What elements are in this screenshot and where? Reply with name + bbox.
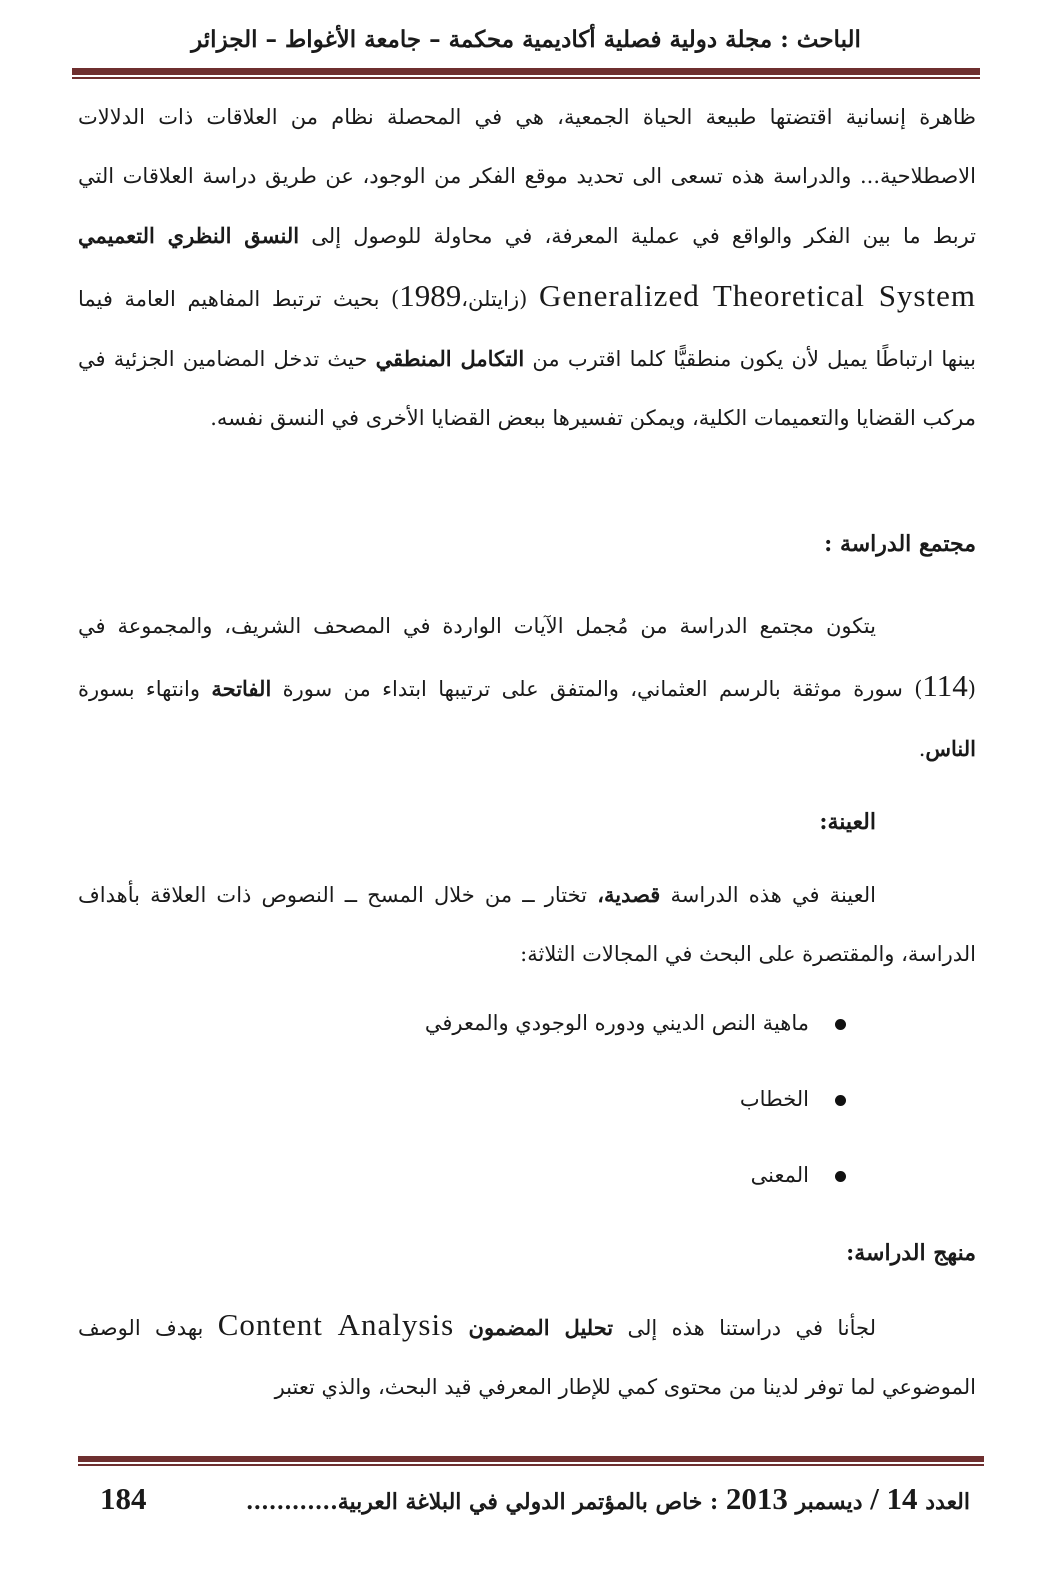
paragraph-1: [78, 88, 976, 501]
footer-issue-label: العدد: [925, 1489, 970, 1515]
p1-text-g: حيث تدخل المضامين الجزئية في مركب القضايا والتعميمات الكلية، ويمكن تفسيرها ببعض القضايا الأخرى في النسق نفسه.: [78, 347, 976, 430]
list-item-label: ماهية النص الديني ودوره الوجودي والمعرفي: [424, 1011, 809, 1035]
heading-method: منهج الدراسة:: [846, 1240, 976, 1266]
list-item-label: المعنى: [750, 1163, 809, 1187]
list-item: [78, 1147, 846, 1223]
p1-bold-term-2: التكامل المنطقي: [375, 346, 525, 371]
bullet-icon: [835, 1095, 846, 1106]
bullet-icon: [835, 1171, 846, 1182]
footer-note: : خاص بالمؤتمر الدولي في البلاغة العربية............: [245, 1489, 719, 1515]
header-rule-thin: [72, 77, 980, 79]
p2-text-b: ) سورة موثقة بالرسم العثماني، والمتفق على ترتيبها ابتداء من سورة: [282, 677, 923, 701]
p1-bold-term: النسق النظري التعميمي: [78, 223, 300, 248]
p3-text-c: تختار ــ من خلال المسح ــ النصوص ذات العلاقة بأهداف الدراسة، والمقتصرة على البحث في المجالات الثلاثة:: [78, 883, 976, 966]
p1-year: 1989: [399, 278, 462, 313]
p4-text-d: بهدف الوصف الموضوعي لما توفر لدينا من محتوى كمي للإطار المعرفي قيد البحث، والذي تعتبر: [78, 1316, 976, 1399]
running-footer: [100, 1474, 970, 1524]
p1-text-d: (زايتلن،: [461, 287, 528, 311]
footer-month: ديسمبر: [795, 1489, 863, 1515]
footer-year: 2013: [725, 1481, 788, 1516]
p4-text-a: لجأنا في دراستنا هذه إلى: [627, 1316, 877, 1340]
p2-text-f: .: [918, 737, 926, 761]
bullet-icon: [835, 1019, 846, 1030]
running-header: الباحث : مجلة دولية فصلية أكاديمية محكمة – جامعة الأغواط – الجزائر: [191, 26, 861, 53]
p3-bold-term: قصدية،: [597, 882, 661, 907]
p2-number: 114: [922, 668, 968, 703]
footer-slash: /: [870, 1481, 879, 1516]
paragraph-4: [78, 1283, 976, 1417]
p2-bold-nas: الناس: [925, 736, 976, 761]
heading-sample: العينة:: [819, 809, 876, 835]
list-item-label: الخطاب: [739, 1087, 809, 1111]
p2-bold-fatiha: الفاتحة: [211, 676, 272, 701]
domain-list: [78, 995, 976, 1223]
list-item: [78, 1071, 846, 1147]
p1-text-a: ظاهرة إنسانية اقتضتها طبيعة الحياة الجمعية، هي في المحصلة نظام من العلاقات ذات الدلالات الاصطلاحية... والدراسة هذه تسعى الى تحديد موقع الفكر من الوجود، عن طريق دراسة العلاقات التي تربط ما بين الفكر والواقع في عملية المعرفة، في محاولة للوصول إلى: [78, 105, 976, 248]
p2-text-a: يتكون مجتمع الدراسة من مُجمل الآيات الواردة في المصحف الشريف، والمجموعة في (: [78, 614, 976, 701]
footer-rule-thin: [78, 1464, 984, 1466]
heading-study-population: مجتمع الدراسة :: [824, 531, 976, 557]
p1-text-e: ) بحيث ترتبط المفاهيم العامة فيما بينها ارتباطًا يميل لأن يكون منطقيًّا كلما اقترب من: [78, 287, 976, 371]
p2-text-d: وانتهاء بسورة: [78, 677, 201, 701]
p4-bold-term: تحليل المضمون: [468, 1315, 614, 1340]
paragraph-2: [78, 587, 976, 787]
list-item: [78, 995, 846, 1071]
paragraph-3: [78, 857, 976, 995]
footer-rule: [78, 1456, 984, 1462]
p4-latin-term: Content Analysis: [217, 1307, 455, 1342]
footer-issue-number: 14: [886, 1481, 918, 1516]
page-number: 184: [100, 1481, 147, 1516]
p1-latin-term: Generalized Theoretical System: [538, 278, 976, 313]
header-rule: [72, 68, 980, 75]
p3-text-a: العينة في هذه الدراسة: [670, 883, 876, 907]
page-body: [78, 88, 976, 1417]
